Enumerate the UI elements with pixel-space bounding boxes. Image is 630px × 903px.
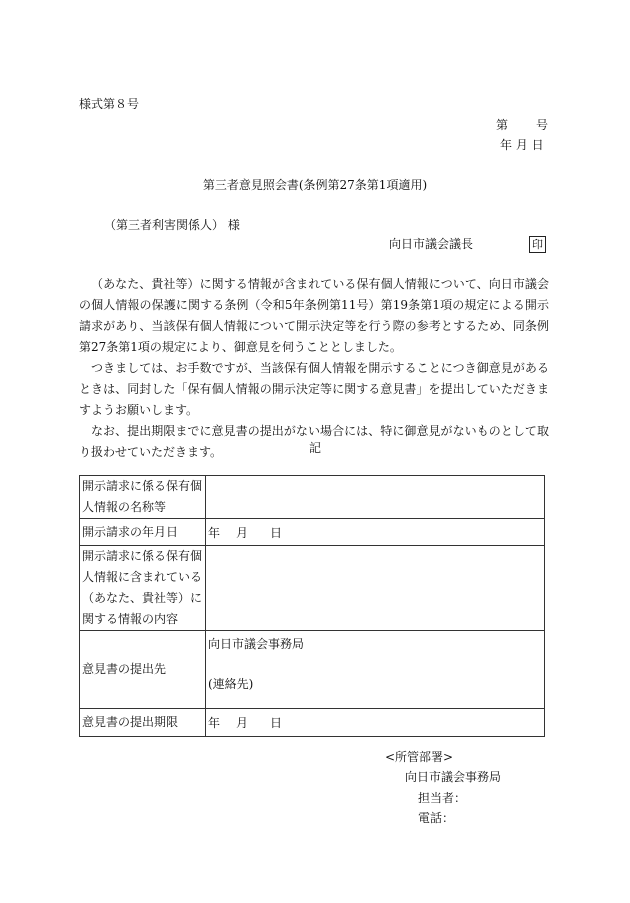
row-value-info-content	[206, 546, 545, 631]
day-label: 日	[270, 716, 283, 730]
department-heading: <所管部署>	[385, 750, 454, 764]
row-label-request-date: 開示請求の年月日	[80, 519, 206, 546]
ki-heading: 記	[308, 441, 321, 455]
destination-office: 向日市議会事務局	[208, 637, 305, 651]
seal-stamp: 印	[529, 236, 546, 253]
phone-label: 電話：	[418, 811, 455, 825]
sender-name: 向日市議会議長	[389, 237, 474, 251]
body-paragraph: （あなた、貴社等）に関する情報が含まれている保有個人情報について、向日市議会の個人情報の保護に関する条例（令和5年条例第11号）第19条第1項の規定による開示請求があり、当該保有個人情報について開示決定等を行う際の参考とするため、同条例第27条第1項の規定により、御意見を伺うこととしました。	[79, 277, 549, 354]
row-label-submission-deadline: 意見書の提出期限	[80, 709, 206, 737]
year-label: 年	[208, 525, 221, 540]
issue-date-line: 年 月 日	[500, 138, 544, 152]
form-number: 様式第８号	[79, 97, 140, 111]
number-suffix: 号	[536, 118, 549, 132]
row-label-info-content: 開示請求に係る保有個人情報に含まれている（あなた、貴社等）に関する情報の内容	[80, 546, 206, 631]
table-row	[80, 709, 545, 737]
body-text	[79, 274, 549, 463]
department-office: 向日市議会事務局	[405, 770, 502, 784]
table-row	[80, 519, 545, 546]
table-row	[80, 631, 545, 709]
document-number-line	[496, 118, 548, 132]
document-title: 第三者意見照会書(条例第27条第1項適用)	[202, 178, 428, 192]
row-value-submission-destination	[206, 631, 545, 709]
row-label-info-name: 開示請求に係る保有個人情報の名称等	[80, 476, 206, 519]
details-table	[79, 475, 545, 737]
month-label: 月	[236, 525, 249, 540]
addressee: （第三者利害関係人） 様	[104, 218, 240, 232]
body-paragraph: なお、提出期限までに意見書の提出がない場合には、特に御意見がないものとして取り扱わせていただきます。	[79, 424, 549, 459]
row-value-request-date	[206, 519, 545, 546]
body-paragraph: つきましては、お手数ですが、当該保有個人情報を開示することにつき御意見があるときは、同封した「保有個人情報の開示決定等に関する意見書」を提出していただきますようお願いします。	[79, 361, 549, 417]
row-label-submission-destination: 意見書の提出先	[80, 631, 206, 709]
day-label: 日	[270, 525, 283, 540]
month-label: 月	[236, 716, 249, 730]
row-value-submission-deadline	[206, 709, 545, 737]
number-prefix: 第	[496, 118, 509, 132]
contact-label: (連絡先)	[208, 677, 254, 691]
year-label: 年	[208, 716, 221, 730]
row-value-info-name	[206, 476, 545, 519]
table-row	[80, 546, 545, 631]
table-row	[80, 476, 545, 519]
contact-person-label: 担当者：	[418, 791, 467, 805]
